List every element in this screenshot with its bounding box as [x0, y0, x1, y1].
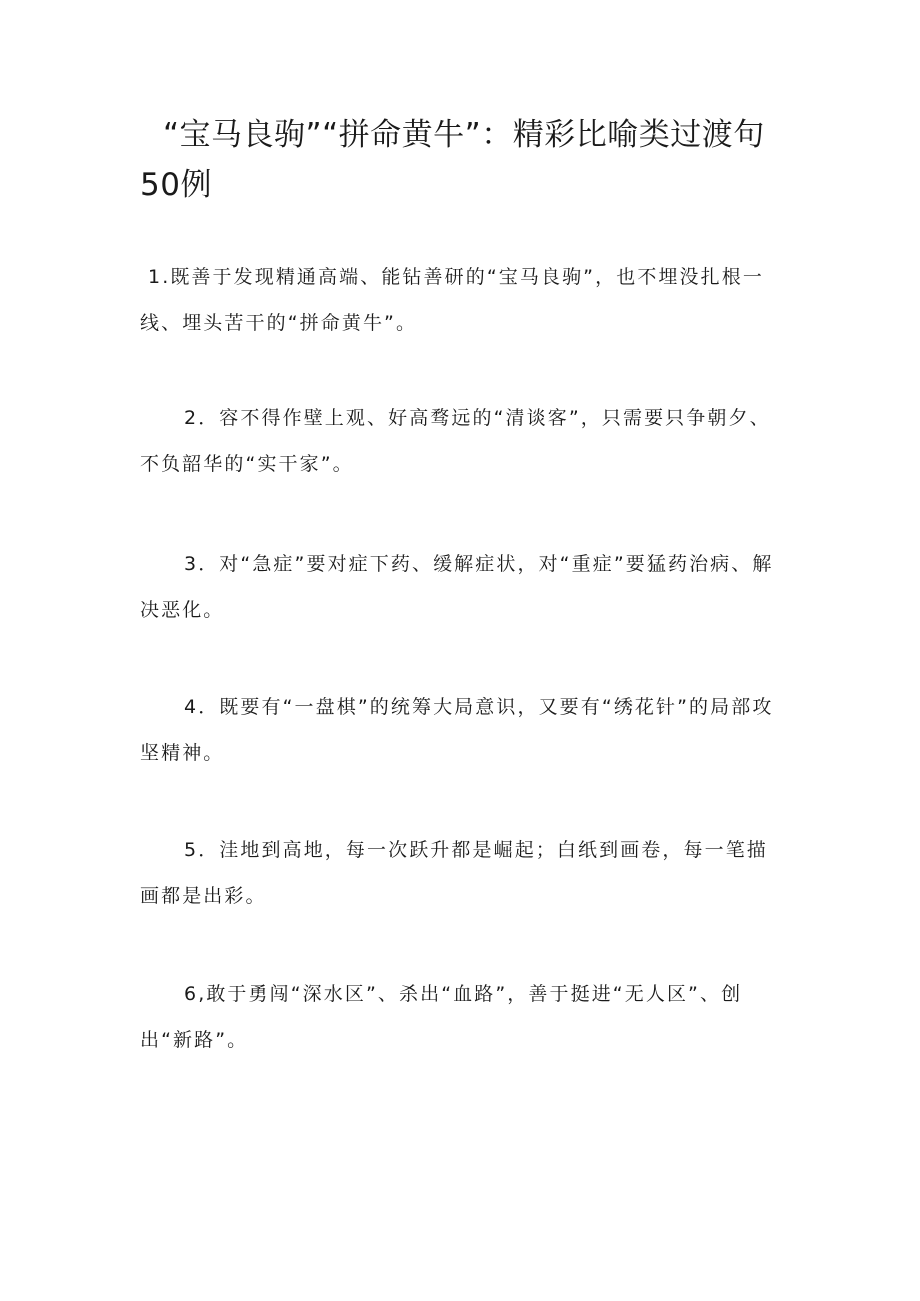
paragraph-2: 2．容不得作壁上观、好高骛远的“清谈客”，只需要只争朝夕、不负韶华的“实干家”。 [140, 407, 771, 475]
paragraph-3: 3．对“急症”要对症下药、缓解症状，对“重症”要猛药治病、解决恶化。 [140, 553, 774, 621]
document-title: “宝马良驹”“拼命黄牛”：精彩比喻类过渡句50例 [140, 117, 765, 203]
paragraph-1: 1.既善于发现精通高端、能钻善研的“宝马良驹”，也不埋没扎根一线、埋头苦干的“拼命黄牛”。 [140, 266, 764, 334]
paragraph-4: 4．既要有“一盘棋”的统筹大局意识，又要有“绣花针”的局部攻坚精神。 [140, 696, 774, 764]
paragraph-5: 5．洼地到高地，每一次跃升都是崛起；白纸到画卷，每一笔描画都是出彩。 [140, 839, 768, 907]
paragraph-6: 6,敢于勇闯“深水区”、杀出“血路”，善于挺进“无人区”、创出“新路”。 [140, 983, 743, 1051]
